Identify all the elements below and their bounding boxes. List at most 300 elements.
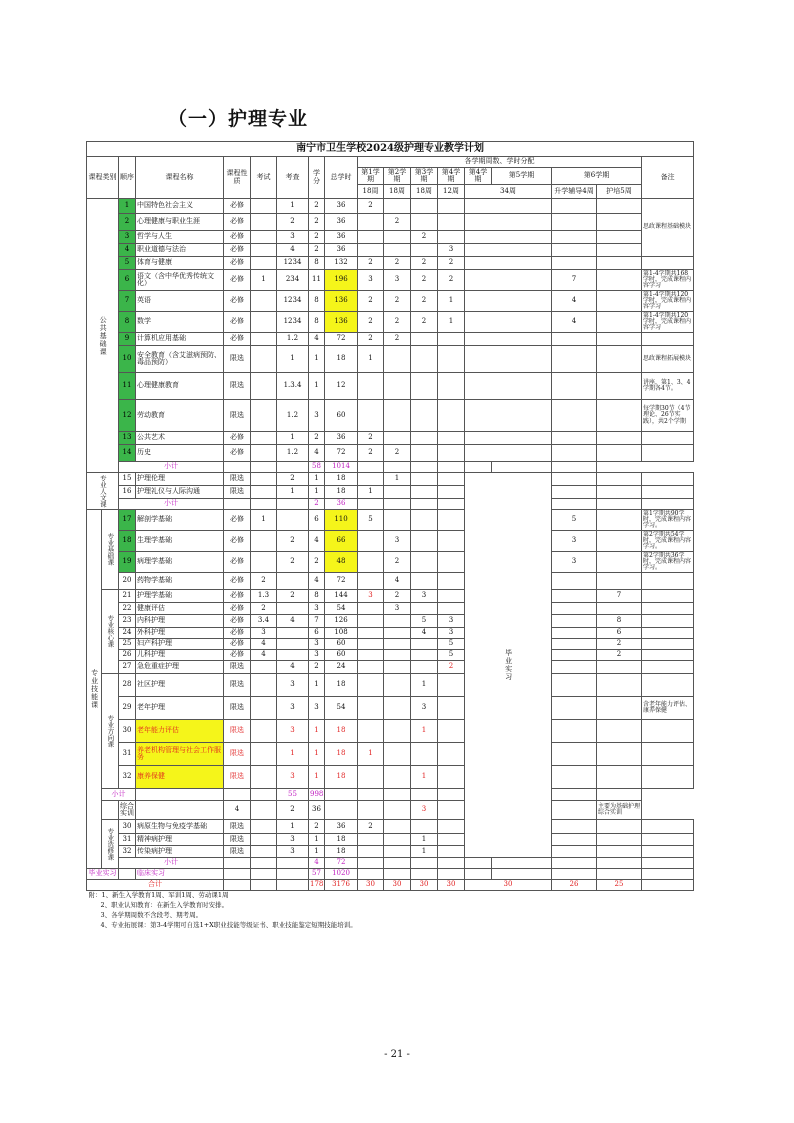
course-credit: 1: [309, 743, 325, 766]
course-s4: [438, 432, 465, 445]
course-s6b: [597, 510, 642, 531]
course-check: 1: [277, 432, 309, 445]
course-s1: [358, 720, 384, 743]
course-hours: 72: [325, 573, 358, 590]
course-no: 17: [119, 510, 136, 531]
course-hours: 18: [325, 720, 358, 743]
course-name: 解剖学基础: [136, 510, 224, 531]
course-no: 14: [119, 445, 136, 462]
blank: [438, 499, 465, 510]
blank: [224, 869, 251, 880]
total-s5: 30: [465, 880, 552, 891]
subtotal-label: 小计: [119, 499, 224, 510]
course-nature: 必修: [224, 573, 251, 590]
course-s6b: [597, 697, 642, 720]
course-hours: 36: [325, 231, 358, 244]
course-hours: 36: [325, 244, 358, 257]
course-nature: 必修: [224, 432, 251, 445]
course-name: 老年护理: [136, 697, 224, 720]
course-check: 3: [277, 766, 309, 789]
course-credit: 1: [309, 674, 325, 697]
course-check: 234: [277, 270, 309, 291]
course-s6b: [597, 312, 642, 333]
course-remark: 第1学期共90学时，完成课程内容学习。: [642, 510, 694, 531]
course-s3: 1: [411, 720, 438, 743]
blank: [411, 858, 438, 869]
course-s1: [358, 615, 384, 628]
course-credit: 3: [309, 603, 325, 615]
blank: [411, 869, 438, 880]
course-name: 历史: [136, 445, 224, 462]
course-s6b: [597, 400, 642, 432]
blank: [384, 462, 411, 473]
course-exam: 2: [251, 573, 277, 590]
course-s4: 1: [438, 312, 465, 333]
course-remark: [642, 473, 694, 486]
course-remark: 讲座，第1、3、4学期各4节。: [642, 373, 694, 400]
course-exam: [251, 199, 277, 214]
blank: [465, 214, 552, 231]
course-s4: [438, 766, 465, 789]
course-s2: 2: [384, 291, 411, 312]
course-no: 9: [119, 333, 136, 346]
course-s6a: [552, 244, 597, 257]
header-w1: 18周: [358, 185, 384, 199]
blank: [277, 869, 309, 880]
course-s4: 1: [438, 291, 465, 312]
course-s2: 2: [384, 312, 411, 333]
course-s1: [358, 552, 384, 573]
blank: [358, 462, 384, 473]
course-check: 2: [277, 590, 309, 603]
course-nature: 必修: [224, 531, 251, 552]
course-s2: 2: [384, 552, 411, 573]
course-s1: [358, 400, 384, 432]
subtotal-credit: 4: [309, 858, 325, 869]
course-s3: 2: [411, 231, 438, 244]
course-s2: [384, 486, 411, 499]
course-name: 精神病护理: [136, 834, 224, 846]
blank: [465, 257, 552, 270]
blank: [384, 789, 411, 801]
total-s3: 30: [411, 880, 438, 891]
table-row: [87, 373, 694, 400]
course-s4: [438, 674, 465, 697]
course-nature: 限选: [224, 720, 251, 743]
course-s3: [411, 244, 438, 257]
course-no: 20: [119, 573, 136, 590]
course-no: 13: [119, 432, 136, 445]
course-s6b: [597, 834, 642, 846]
course-credit: 7: [309, 615, 325, 628]
course-s6b: [597, 603, 642, 615]
internship-hours: 1020: [325, 869, 358, 880]
course-nature: 必修: [224, 257, 251, 270]
total-s2: 30: [384, 880, 411, 891]
course-s6a: [552, 615, 597, 628]
subtotal-hours: 36: [325, 499, 358, 510]
course-s2: 3: [384, 270, 411, 291]
course-nature: 必修: [224, 510, 251, 531]
blank: [224, 858, 251, 869]
course-check: 1: [277, 346, 309, 373]
course-hours: 54: [325, 603, 358, 615]
course-check: 2: [277, 531, 309, 552]
course-no: 19: [119, 552, 136, 573]
course-s2: 3: [384, 603, 411, 615]
blank: [642, 499, 694, 510]
total-s6b: 25: [597, 880, 642, 891]
course-credit: 2: [309, 661, 325, 674]
course-nature: 必修: [224, 333, 251, 346]
course-s2: [384, 650, 411, 661]
course-credit: 3: [309, 400, 325, 432]
blank: [277, 858, 309, 869]
header-s3: 第3学期: [411, 168, 438, 185]
course-s6a: [552, 639, 597, 650]
course-s6a: [552, 603, 597, 615]
course-name: 劳动教育: [136, 400, 224, 432]
course-s1: 2: [358, 257, 384, 270]
course-credit: 1: [309, 834, 325, 846]
total-label: 合计: [87, 880, 224, 891]
course-s6a: [552, 333, 597, 346]
course-hours: 60: [325, 639, 358, 650]
course-s4: [438, 473, 465, 486]
blank: [136, 789, 224, 801]
course-exam: [251, 432, 277, 445]
course-no: 22: [119, 603, 136, 615]
blank: [465, 858, 492, 869]
course-s4: [438, 552, 465, 573]
blank: [277, 880, 309, 891]
course-exam: [251, 333, 277, 346]
course-s3: [411, 432, 438, 445]
course-hours: 72: [325, 333, 358, 346]
course-credit: 2: [309, 231, 325, 244]
course-hours: 18: [325, 846, 358, 858]
course-credit: 3: [309, 650, 325, 661]
course-s4: [438, 834, 465, 846]
course-check: 1: [277, 486, 309, 499]
table-row: [87, 661, 694, 674]
course-s4: 3: [438, 244, 465, 257]
course-s1: [358, 373, 384, 400]
course-exam: [251, 697, 277, 720]
course-remark: [642, 661, 694, 674]
course-s1: 2: [358, 432, 384, 445]
blank: [411, 499, 438, 510]
course-hours: 110: [325, 510, 358, 531]
header-category: 课程类别: [87, 157, 119, 199]
blank: [224, 499, 251, 510]
table-row: [87, 510, 694, 531]
course-hours: 60: [325, 400, 358, 432]
blank: [465, 445, 552, 462]
course-s1: 2: [358, 312, 384, 333]
course-nature: 限选: [224, 834, 251, 846]
course-s1: [325, 801, 358, 820]
course-s4: 2: [438, 661, 465, 674]
blank: [492, 869, 552, 880]
course-s3: [411, 603, 438, 615]
header-w5: 34周: [465, 185, 552, 199]
course-name: 综合实训: [119, 801, 136, 820]
table-row: [87, 244, 694, 257]
course-s6b: [597, 214, 642, 231]
course-no: 7: [119, 291, 136, 312]
course-check: 1.3.4: [277, 373, 309, 400]
course-s3: [411, 373, 438, 400]
course-s6b: [597, 531, 642, 552]
course-s1: [358, 473, 384, 486]
course-name: 外科护理: [136, 628, 224, 639]
blank: [224, 462, 251, 473]
table-row: [87, 462, 694, 473]
course-check: 3: [277, 697, 309, 720]
note-line: 2、职业认知教育：在新生入学教育时安排。: [100, 901, 229, 910]
course-s6a: [552, 473, 597, 486]
course-s4: [438, 603, 465, 615]
course-check: 2: [277, 473, 309, 486]
table-row: [87, 590, 694, 603]
course-s6b: [597, 486, 642, 499]
course-no: 3: [119, 231, 136, 244]
blank: [251, 869, 277, 880]
blank: [384, 499, 411, 510]
course-s4: [438, 445, 465, 462]
blank: [465, 346, 552, 373]
course-s2: [384, 743, 411, 766]
blank: [642, 858, 694, 869]
course-remark: 每学期30节（4节理论、26节实践），共2个学期: [642, 400, 694, 432]
course-s1: [358, 650, 384, 661]
header-s5: 第5学期: [492, 168, 552, 185]
course-s3: [411, 552, 438, 573]
course-credit: 4: [309, 573, 325, 590]
course-nature: 必修: [224, 312, 251, 333]
course-nature: 必修: [224, 231, 251, 244]
course-s3: [411, 820, 438, 834]
table-row: [87, 603, 694, 615]
internship-credit: 57: [309, 869, 325, 880]
course-exam: [251, 846, 277, 858]
course-remark: [642, 820, 694, 834]
header-s6b: 护培5周: [597, 185, 642, 199]
blank: [465, 432, 552, 445]
header-s6: 第6学期: [552, 168, 642, 185]
blank: [465, 373, 552, 400]
table-row: [87, 445, 694, 462]
course-s4: 3: [438, 615, 465, 628]
course-s6b: 2: [597, 639, 642, 650]
course-s3: [411, 400, 438, 432]
course-check: 3: [277, 674, 309, 697]
course-no: 31: [119, 834, 136, 846]
course-s6a: [552, 834, 597, 846]
course-credit: 6: [309, 628, 325, 639]
course-s2: 2: [384, 590, 411, 603]
course-s4: 5: [438, 639, 465, 650]
course-s6a: [552, 674, 597, 697]
course-exam: [251, 346, 277, 373]
group-prof-elective: 专业选修课: [102, 820, 119, 869]
section-heading: （一）护理专业: [168, 108, 309, 130]
course-s2: [384, 820, 411, 834]
course-nature: 限选: [224, 473, 251, 486]
course-name: 病理学基础: [136, 552, 224, 573]
course-no: 5: [119, 257, 136, 270]
course-remark: [642, 674, 694, 697]
course-s2: [384, 231, 411, 244]
course-s6b: [597, 473, 642, 486]
note-line: 附：1、新生入学教育1周、军训1周、劳动课1周: [88, 891, 229, 900]
course-s3: 1: [411, 834, 438, 846]
course-remark: [642, 603, 694, 615]
course-nature: 限选: [224, 743, 251, 766]
blank: [492, 858, 552, 869]
blank: [642, 869, 694, 880]
course-remark: [642, 445, 694, 462]
course-check: 3: [277, 834, 309, 846]
course-check: 3: [277, 846, 309, 858]
course-check: 2: [277, 214, 309, 231]
course-s6b: [597, 432, 642, 445]
course-name: 药物学基础: [136, 573, 224, 590]
course-s1: [358, 661, 384, 674]
course-s4: [438, 333, 465, 346]
course-credit: 1: [309, 346, 325, 373]
course-s6b: [597, 373, 642, 400]
course-hours: 24: [325, 661, 358, 674]
course-s2: [384, 639, 411, 650]
course-name: 护理伦理: [136, 473, 224, 486]
course-s4: 2: [438, 270, 465, 291]
course-remark: 第2学期共36学时，完成课程内容学习。: [642, 552, 694, 573]
course-check: 1: [277, 820, 309, 834]
course-s2: [358, 801, 384, 820]
course-hours: 132: [325, 257, 358, 270]
course-s6b: [597, 552, 642, 573]
table-row: [87, 628, 694, 639]
course-check: [277, 510, 309, 531]
course-no: 2: [119, 214, 136, 231]
table-row: [87, 473, 694, 486]
course-s6a: [552, 573, 597, 590]
table-row: [87, 743, 694, 766]
course-check: 1234: [277, 291, 309, 312]
course-s1: 2: [358, 199, 384, 214]
course-s1: 2: [358, 291, 384, 312]
course-hours: 36: [309, 801, 325, 820]
blank: [552, 789, 597, 801]
course-credit: 8: [309, 590, 325, 603]
course-s2: [384, 432, 411, 445]
course-remark: [642, 486, 694, 499]
subtotal-credit: 2: [309, 499, 325, 510]
total-s1: 30: [358, 880, 384, 891]
course-s6a: [552, 257, 597, 270]
course-hours: 54: [325, 697, 358, 720]
blank: [277, 462, 309, 473]
header-order: 顺序: [119, 157, 136, 199]
course-exam: [251, 473, 277, 486]
course-name: 安全教育（含艾滋病预防、毒品预防）: [136, 346, 224, 373]
course-exam: [251, 743, 277, 766]
course-name: 公共艺术: [136, 432, 224, 445]
course-hours: 126: [325, 615, 358, 628]
table-row: [87, 921, 694, 931]
course-s2: [384, 615, 411, 628]
course-exam: 3: [251, 628, 277, 639]
course-s2: [384, 834, 411, 846]
course-exam: 3.4: [251, 615, 277, 628]
course-s3: 3: [411, 590, 438, 603]
course-s3: 5: [411, 615, 438, 628]
course-exam: [251, 820, 277, 834]
course-exam: [251, 214, 277, 231]
blank: [438, 858, 465, 869]
course-name: 心理健康与职业生涯: [136, 214, 224, 231]
course-s3: [411, 661, 438, 674]
internship-label: 毕业实习: [87, 869, 119, 880]
course-s1: 3: [358, 270, 384, 291]
course-s1: 2: [358, 333, 384, 346]
course-s3: 1: [411, 674, 438, 697]
course-nature: 限选: [224, 697, 251, 720]
course-no: 6: [119, 270, 136, 291]
subtotal-label: 小计: [119, 462, 224, 473]
course-exam: [251, 531, 277, 552]
course-s1: [358, 639, 384, 650]
internship-cell: [465, 199, 552, 214]
header-exam: 考试: [251, 157, 277, 199]
course-s4: [438, 214, 465, 231]
blank: [358, 858, 384, 869]
table-row: [87, 257, 694, 270]
table-row: [87, 891, 694, 901]
course-check: 4: [277, 661, 309, 674]
course-name: 语文（含中华优秀传统文化）: [136, 270, 224, 291]
course-s6a: [552, 214, 597, 231]
course-exam: 1.3: [251, 590, 277, 603]
course-check: 3: [277, 720, 309, 743]
course-s6b: [597, 257, 642, 270]
blank: [102, 801, 119, 820]
course-s6b: [597, 445, 642, 462]
course-s3: 2: [411, 291, 438, 312]
course-s2: [384, 244, 411, 257]
course-remark: [642, 639, 694, 650]
course-no: 26: [119, 650, 136, 661]
course-s2: [384, 346, 411, 373]
course-s2: 2: [384, 257, 411, 270]
header-s4: 第4学期: [438, 168, 465, 185]
course-s6b: [597, 270, 642, 291]
blank: [597, 858, 642, 869]
course-exam: 1: [251, 510, 277, 531]
course-s4: 2: [438, 257, 465, 270]
course-check: 1: [277, 743, 309, 766]
course-no: 12: [119, 400, 136, 432]
course-s2: 1: [384, 473, 411, 486]
blank: [224, 880, 251, 891]
course-s1: 1: [358, 486, 384, 499]
blank: [251, 880, 277, 891]
course-s4: [438, 846, 465, 858]
course-exam: [251, 445, 277, 462]
course-check: [277, 573, 309, 590]
